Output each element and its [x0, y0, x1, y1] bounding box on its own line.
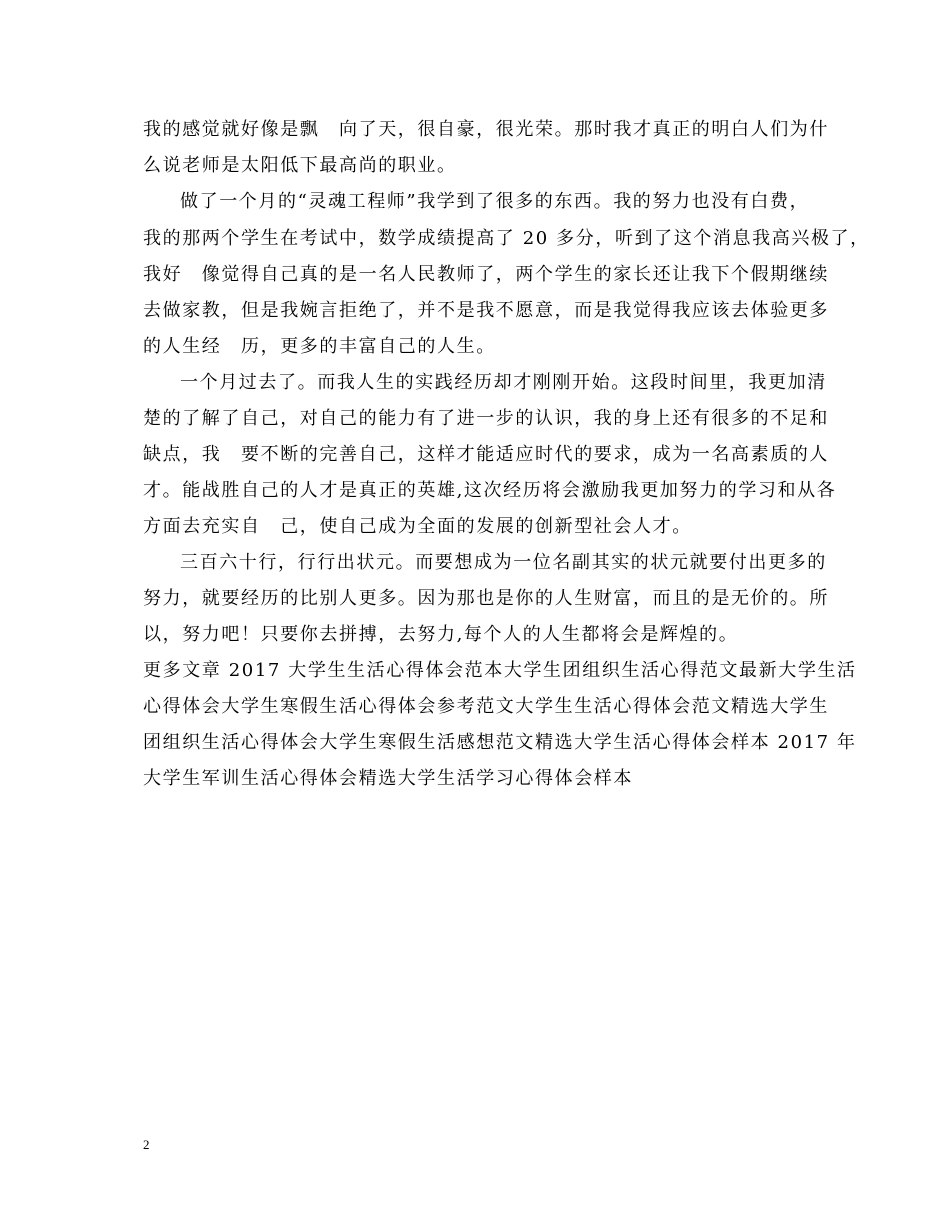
text-line: 努力，就要经历的比别人更多。因为那也是你的人生财富，而且的是无价的。所 [143, 588, 829, 609]
text-line: 么说老师是太阳低下最高尚的职业。 [143, 155, 457, 176]
related-articles-line: 大学生军训生活心得体会精选大学生活学习心得体会样本 [143, 768, 633, 789]
paragraph-first-line: 一个月过去了。而我人生的实践经历却才刚刚开始。这段时间里，我更加清 [180, 372, 827, 393]
text-line: 去做家教，但是我婉言拒绝了，并不是我不愿意，而是我觉得我应该去体验更多 [143, 300, 829, 321]
page-number: 2 [143, 1137, 150, 1152]
text-line: 才。能战胜自己的人才是真正的英雄,这次经历将会激励我更加努力的学习和从各 [143, 480, 837, 501]
related-articles-line: 团组织生活心得体会大学生寒假生活感想范文精选大学生活心得体会样本 2017 年 [143, 732, 857, 753]
text-line: 的人生经 历，更多的丰富自己的人生。 [143, 336, 496, 357]
text-line: 缺点，我 要不断的完善自己，这样才能适应时代的要求，成为一名高素质的人 [143, 444, 829, 465]
text-line: 以，努力吧！只要你去拼搏，去努力,每个人的人生都将会是辉煌的。 [143, 624, 739, 645]
text-line: 方面去充实自 己，使自己成为全面的发展的创新型社会人才。 [143, 516, 692, 537]
paragraph-first-line: 三百六十行，行行出状元。而要想成为一位名副其实的状元就要付出更多的 [180, 552, 827, 573]
text-line: 我好 像觉得自己真的是一名人民教师了，两个学生的家长还让我下个假期继续 [143, 264, 829, 285]
text-line: 我的那两个学生在考试中，数学成绩提高了 20 多分，听到了这个消息我高兴极了， [143, 228, 870, 249]
text-line: 我的感觉就好像是飘 向了天，很自豪，很光荣。那时我才真正的明白人们为什 [143, 119, 829, 140]
related-articles-line: 更多文章 2017 大学生生活心得体会范本大学生团组织生活心得范文最新大学生活 [143, 660, 857, 681]
text-line: 楚的了解了自己，对自己的能力有了进一步的认识，我的身上还有很多的不足和 [143, 408, 829, 429]
related-articles-line: 心得体会大学生寒假生活心得体会参考范文大学生生活心得体会范文精选大学生 [143, 696, 829, 717]
paragraph-first-line: 做了一个月的“灵魂工程师”我学到了很多的东西。我的努力也没有白费， [180, 191, 810, 212]
